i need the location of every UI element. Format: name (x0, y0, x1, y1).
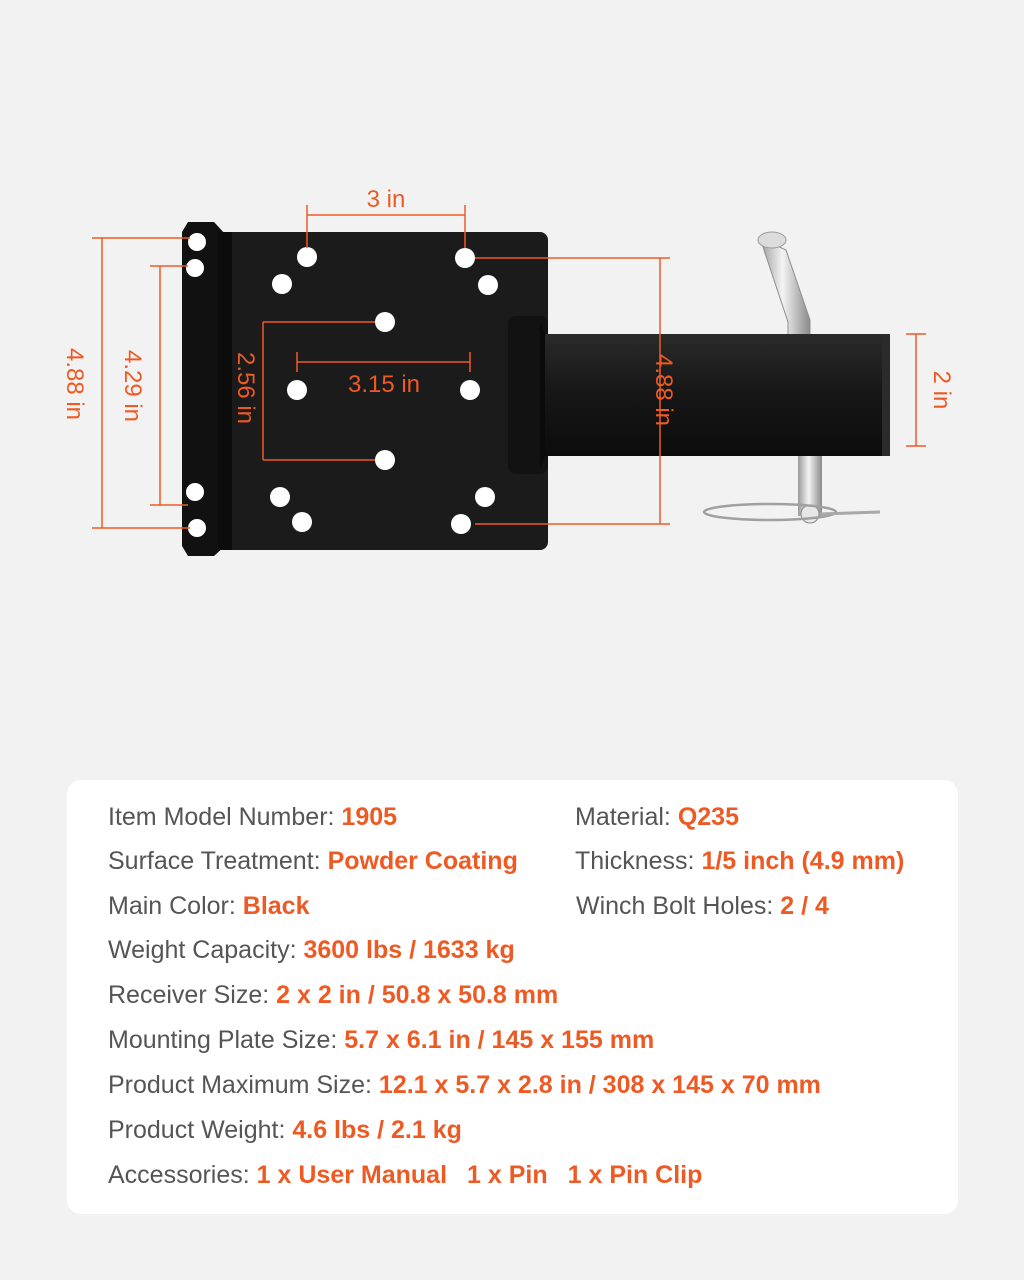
bolt-hole (272, 274, 292, 294)
spec-value: 12.1 x 5.7 x 2.8 in / 308 x 145 x 70 mm (378, 1071, 821, 1099)
spec-value: 5.7 x 6.1 in / 145 x 155 mm (344, 1026, 655, 1054)
spec-label: Surface Treatment: (108, 847, 321, 875)
spec-label: Product Maximum Size: (108, 1071, 372, 1099)
dim-label-4-88in-right: 4.88 in (650, 353, 677, 427)
bolt-hole (451, 514, 471, 534)
dim-label-2in: 2 in (928, 370, 955, 410)
dim-label-3-15in: 3.15 in (347, 371, 421, 398)
spec-value: 3600 lbs / 1633 kg (303, 936, 515, 964)
spec-model (108, 802, 397, 832)
dim-label-4-29in: 4.29 in (119, 349, 146, 423)
spec-value: 1/5 inch (4.9 mm) (701, 847, 905, 875)
spec-capacity (108, 935, 515, 965)
spec-value: Black (242, 892, 310, 920)
bolt-hole (287, 380, 307, 400)
spec-label: Weight Capacity: (108, 936, 297, 964)
bolt-hole (460, 380, 480, 400)
dim-label-4-88in-left: 4.88 in (61, 347, 88, 421)
accessory-item: 1 x Pin (467, 1161, 548, 1189)
spec-value: Powder Coating (327, 847, 518, 875)
bolt-hole (270, 487, 290, 507)
spec-value: 4.6 lbs / 2.1 kg (292, 1116, 462, 1144)
accessory-item: 1 x Pin Clip (567, 1161, 703, 1189)
spec-label: Material: (575, 803, 671, 831)
spec-label: Mounting Plate Size: (108, 1026, 338, 1054)
dim-label-3in: 3 in (366, 186, 406, 213)
bolt-hole (297, 247, 317, 267)
bolt-hole (375, 312, 395, 332)
spec-label: Receiver Size: (108, 981, 270, 1009)
flange-hole (186, 259, 204, 277)
spec-label: Winch Bolt Holes: (576, 892, 774, 920)
spec-value: 1905 (341, 803, 398, 831)
pin-clip (704, 456, 880, 523)
bolt-hole (292, 512, 312, 532)
flange-hole (188, 519, 206, 537)
spec-label: Product Weight: (108, 1116, 286, 1144)
spec-card (67, 780, 958, 1214)
spec-weight (108, 1115, 462, 1145)
spec-receiver (108, 980, 558, 1010)
spec-value: 2 x 2 in / 50.8 x 50.8 mm (276, 981, 559, 1009)
receiver-tube (508, 316, 890, 474)
spec-surface (108, 846, 518, 876)
flange-hole (186, 483, 204, 501)
flange-hole (188, 233, 206, 251)
spec-accessories (108, 1160, 702, 1190)
spec-label: Accessories: (108, 1161, 250, 1189)
spec-max-size (108, 1070, 821, 1100)
spec-label: Thickness: (575, 847, 695, 875)
accessory-item: 1 x User Manual (256, 1161, 448, 1189)
dim-label-2-56in: 2.56 in (232, 351, 259, 425)
spec-value: Q235 (677, 803, 739, 831)
spec-plate-size (108, 1025, 654, 1055)
spec-label: Item Model Number: (108, 803, 335, 831)
hitch-pin (758, 232, 810, 340)
spec-bolt-holes (576, 891, 829, 921)
bolt-hole (375, 450, 395, 470)
spec-material (575, 802, 739, 832)
spec-label: Main Color: (108, 892, 236, 920)
spec-thickness (575, 846, 904, 876)
bolt-hole (478, 275, 498, 295)
spec-color (108, 891, 310, 921)
spec-value: 2 / 4 (780, 892, 829, 920)
bolt-hole (475, 487, 495, 507)
bolt-hole (455, 248, 475, 268)
